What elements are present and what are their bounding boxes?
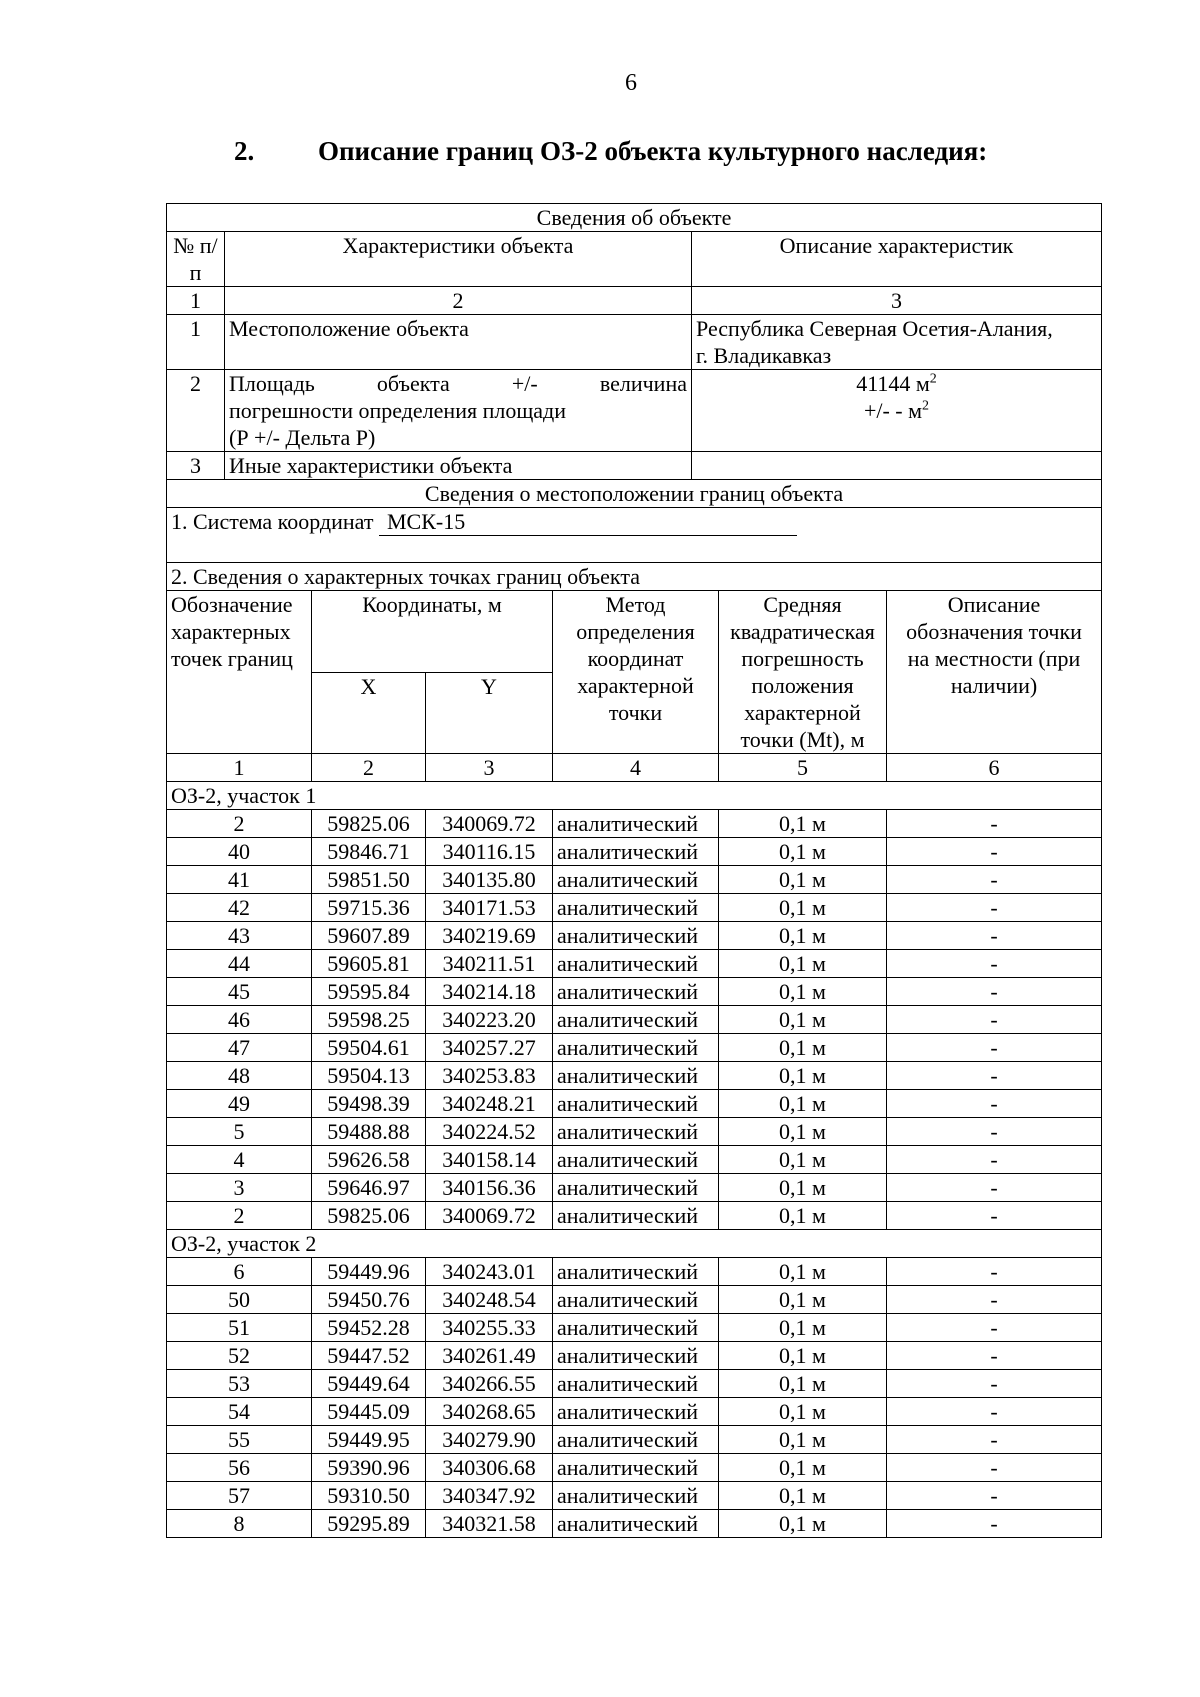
point-error: 0,1 м [719,1482,887,1510]
point-error: 0,1 м [719,894,887,922]
points-body [167,782,1102,1538]
point-x: 59447.52 [312,1342,426,1370]
point-x: 59825.06 [312,1202,426,1230]
point-description: - [887,1118,1102,1146]
table-row [167,1454,1102,1482]
point-y: 340347.92 [426,1482,553,1510]
colnum-3: 3 [426,754,553,782]
point-description: - [887,1342,1102,1370]
point-description: - [887,894,1102,922]
point-id: 40 [167,838,312,866]
object-row-area [167,370,1102,452]
table-row [167,1146,1102,1174]
header-text: обозначения точки [906,619,1082,644]
area-line-1: Площадь объекта +/- величина [229,371,687,396]
point-error: 0,1 м [719,1454,887,1482]
header-text: характерных [171,619,291,644]
point-id: 6 [167,1258,312,1286]
point-id: 42 [167,894,312,922]
point-error: 0,1 м [719,1202,887,1230]
point-id: 56 [167,1454,312,1482]
point-method: аналитический [553,1174,719,1202]
point-y: 340268.65 [426,1398,553,1426]
point-method: аналитический [553,1426,719,1454]
object-info-block [167,232,1102,480]
point-description: - [887,1146,1102,1174]
object-row-location [167,315,1102,370]
point-x: 59449.64 [312,1370,426,1398]
area-line-2: погрешности определения площади [229,398,567,423]
point-id: 55 [167,1426,312,1454]
object-info-title: Сведения об объекте [167,204,1102,232]
point-y: 340253.83 [426,1062,553,1090]
point-error: 0,1 м [719,978,887,1006]
point-id: 46 [167,1006,312,1034]
row-characteristic: Местоположение объекта [225,315,692,370]
point-method: аналитический [553,1062,719,1090]
colnum-2: 2 [225,287,692,315]
header-num: № п/п [167,232,225,287]
point-description: - [887,1454,1102,1482]
point-y: 340223.20 [426,1006,553,1034]
header-designation [167,591,312,754]
point-error: 0,1 м [719,1314,887,1342]
colnum-2: 2 [312,754,426,782]
point-x: 59851.50 [312,866,426,894]
table-row [167,1482,1102,1510]
location-line-2: г. Владикавказ [696,343,832,368]
table-row [167,1006,1102,1034]
object-row-other [167,452,1102,480]
point-description: - [887,1258,1102,1286]
colnum-6: 6 [887,754,1102,782]
header-text: Описание [947,592,1041,617]
table-row [167,894,1102,922]
location-line-1: Республика Северная Осетия-Алания, [696,316,1053,341]
header-point-description [887,591,1102,754]
header-text: квадратическая [730,619,875,644]
point-error: 0,1 м [719,950,887,978]
point-x: 59646.97 [312,1174,426,1202]
row-value [692,452,1102,480]
point-description: - [887,866,1102,894]
section-heading [234,136,987,167]
area-error [696,397,1097,424]
point-y: 340248.21 [426,1090,553,1118]
table-row [167,1342,1102,1370]
point-id: 52 [167,1342,312,1370]
point-x: 59452.28 [312,1314,426,1342]
point-description: - [887,1034,1102,1062]
boundary-info-title: Сведения о местоположении границ объекта [167,480,1102,508]
header-text: погрешность [741,646,864,671]
point-y: 340255.33 [426,1314,553,1342]
point-y: 340214.18 [426,978,553,1006]
header-text: точек границ [171,646,293,671]
table-row [167,1062,1102,1090]
point-method: аналитический [553,1454,719,1482]
colnum-3: 3 [692,287,1102,315]
row-characteristic [225,370,692,452]
header-x: X [312,672,426,754]
point-description: - [887,1314,1102,1342]
point-x: 59295.89 [312,1510,426,1538]
point-x: 59450.76 [312,1286,426,1314]
section-title: ОЗ-2, участок 1 [167,782,1102,810]
header-text: определения [576,619,695,644]
point-error: 0,1 м [719,1062,887,1090]
point-description: - [887,1398,1102,1426]
point-x: 59504.61 [312,1034,426,1062]
table-row [167,1202,1102,1230]
table-row [167,1286,1102,1314]
point-method: аналитический [553,1202,719,1230]
point-error: 0,1 м [719,1034,887,1062]
point-y: 340279.90 [426,1426,553,1454]
header-method [553,591,719,754]
point-method: аналитический [553,838,719,866]
point-method: аналитический [553,1314,719,1342]
point-x: 59445.09 [312,1398,426,1426]
point-y: 340224.52 [426,1118,553,1146]
point-x: 59846.71 [312,838,426,866]
point-description: - [887,1510,1102,1538]
point-x: 59607.89 [312,922,426,950]
point-x: 59715.36 [312,894,426,922]
point-id: 8 [167,1510,312,1538]
point-error: 0,1 м [719,838,887,866]
point-description: - [887,1006,1102,1034]
colnum-1: 1 [167,754,312,782]
point-description: - [887,1370,1102,1398]
table-row [167,1034,1102,1062]
row-value [692,370,1102,452]
points-title: 2. Сведения о характерных точках границ объекта [167,563,1102,591]
object-info-inner [167,232,1102,480]
point-id: 2 [167,1202,312,1230]
point-y: 340261.49 [426,1342,553,1370]
point-id: 57 [167,1482,312,1510]
colnum-5: 5 [719,754,887,782]
point-description: - [887,1202,1102,1230]
table-row [167,1090,1102,1118]
heading-text: Описание границ ОЗ-2 объекта культурного наследия: [318,136,988,166]
point-error: 0,1 м [719,1118,887,1146]
point-description: - [887,1174,1102,1202]
coord-system-row [167,508,1102,563]
row-num: 2 [167,370,225,452]
table-row [167,978,1102,1006]
point-y: 340158.14 [426,1146,553,1174]
point-method: аналитический [553,1510,719,1538]
point-x: 59626.58 [312,1146,426,1174]
point-id: 51 [167,1314,312,1342]
point-id: 41 [167,866,312,894]
point-id: 53 [167,1370,312,1398]
point-description: - [887,838,1102,866]
point-x: 59449.96 [312,1258,426,1286]
point-id: 4 [167,1146,312,1174]
point-x: 59598.25 [312,1006,426,1034]
point-id: 5 [167,1118,312,1146]
point-error: 0,1 м [719,810,887,838]
point-id: 48 [167,1062,312,1090]
point-method: аналитический [553,1090,719,1118]
boundary-table [166,203,1101,1538]
point-x: 59605.81 [312,950,426,978]
point-error: 0,1 м [719,1258,887,1286]
section-title-row [167,1230,1102,1258]
point-method: аналитический [553,1482,719,1510]
table-row [167,866,1102,894]
point-id: 50 [167,1286,312,1314]
point-error: 0,1 м [719,1146,887,1174]
point-id: 49 [167,1090,312,1118]
point-description: - [887,922,1102,950]
header-text: точки [608,700,663,725]
row-characteristic: Иные характеристики объекта [225,452,692,480]
table-row [167,1510,1102,1538]
table-row [167,1118,1102,1146]
point-description: - [887,950,1102,978]
colnum-1: 1 [167,287,225,315]
point-error: 0,1 м [719,1510,887,1538]
point-error: 0,1 м [719,866,887,894]
point-x: 59498.39 [312,1090,426,1118]
point-id: 47 [167,1034,312,1062]
point-description: - [887,978,1102,1006]
heading-number: 2. [234,136,255,166]
table-row [167,950,1102,978]
area-error-value: +/- - м [863,398,923,423]
point-method: аналитический [553,810,719,838]
point-id: 43 [167,922,312,950]
point-y: 340156.36 [426,1174,553,1202]
area-number: 41144 м [856,371,930,396]
point-error: 0,1 м [719,1426,887,1454]
point-description: - [887,1062,1102,1090]
point-x: 59390.96 [312,1454,426,1482]
point-y: 340306.68 [426,1454,553,1482]
header-error [719,591,887,754]
point-y: 340248.54 [426,1286,553,1314]
area-error-unit-power: 2 [922,398,930,414]
point-method: аналитический [553,1398,719,1426]
header-coordinates: Координаты, м [312,591,553,673]
area-value [696,370,1097,397]
header-description: Описание характеристик [692,232,1102,287]
row-num: 3 [167,452,225,480]
point-method: аналитический [553,1006,719,1034]
point-y: 340321.58 [426,1510,553,1538]
point-y: 340069.72 [426,1202,553,1230]
header-text: на местности (при [907,646,1081,671]
point-method: аналитический [553,922,719,950]
table-row [167,810,1102,838]
point-error: 0,1 м [719,1174,887,1202]
area-unit-power: 2 [929,371,937,387]
point-y: 340135.80 [426,866,553,894]
table-row [167,1314,1102,1342]
point-y: 340069.72 [426,810,553,838]
table-row [167,838,1102,866]
coord-system-label: 1. Система координат [171,509,374,534]
table-row [167,1258,1102,1286]
point-description: - [887,1286,1102,1314]
point-method: аналитический [553,1258,719,1286]
point-x: 59488.88 [312,1118,426,1146]
point-y: 340116.15 [426,838,553,866]
point-id: 2 [167,810,312,838]
point-method: аналитический [553,950,719,978]
point-error: 0,1 м [719,1370,887,1398]
point-y: 340219.69 [426,922,553,950]
header-text: характерной [577,673,694,698]
table-row [167,1174,1102,1202]
object-info-table [166,203,1102,1538]
point-method: аналитический [553,1118,719,1146]
point-id: 45 [167,978,312,1006]
section-title-row [167,782,1102,810]
header-text: характерной [744,700,861,725]
table-row [167,1398,1102,1426]
header-y: Y [426,672,553,754]
point-method: аналитический [553,1146,719,1174]
point-error: 0,1 м [719,1006,887,1034]
point-error: 0,1 м [719,922,887,950]
header-text: Обозначение [171,592,293,617]
header-text: Средняя [763,592,842,617]
row-value [692,315,1102,370]
header-characteristics: Характеристики объекта [225,232,692,287]
table-row [167,1370,1102,1398]
header-text: координат [587,646,684,671]
point-description: - [887,810,1102,838]
point-description: - [887,1426,1102,1454]
table-row [167,1426,1102,1454]
point-error: 0,1 м [719,1286,887,1314]
table-row [167,922,1102,950]
point-error: 0,1 м [719,1090,887,1118]
point-id: 54 [167,1398,312,1426]
point-x: 59310.50 [312,1482,426,1510]
point-x: 59504.13 [312,1062,426,1090]
point-description: - [887,1090,1102,1118]
point-error: 0,1 м [719,1398,887,1426]
point-y: 340243.01 [426,1258,553,1286]
point-y: 340171.53 [426,894,553,922]
point-method: аналитический [553,1034,719,1062]
point-description: - [887,1482,1102,1510]
page-number: 6 [625,70,637,96]
point-method: аналитический [553,978,719,1006]
point-y: 340211.51 [426,950,553,978]
point-method: аналитический [553,866,719,894]
area-line-3: (Р +/- Дельта Р) [229,425,376,450]
point-x: 59825.06 [312,810,426,838]
point-method: аналитический [553,1286,719,1314]
point-x: 59595.84 [312,978,426,1006]
header-text: положения [751,673,854,698]
row-num: 1 [167,315,225,370]
header-text: точки (Mt), м [740,727,865,752]
point-method: аналитический [553,1342,719,1370]
point-id: 3 [167,1174,312,1202]
point-error: 0,1 м [719,1342,887,1370]
point-method: аналитический [553,894,719,922]
colnum-4: 4 [553,754,719,782]
header-text: наличии) [950,673,1038,698]
point-y: 340257.27 [426,1034,553,1062]
point-x: 59449.95 [312,1426,426,1454]
point-method: аналитический [553,1370,719,1398]
section-title: ОЗ-2, участок 2 [167,1230,1102,1258]
point-y: 340266.55 [426,1370,553,1398]
header-text: Метод [605,592,666,617]
coord-system-value: МСК-15 [379,508,797,536]
point-id: 44 [167,950,312,978]
